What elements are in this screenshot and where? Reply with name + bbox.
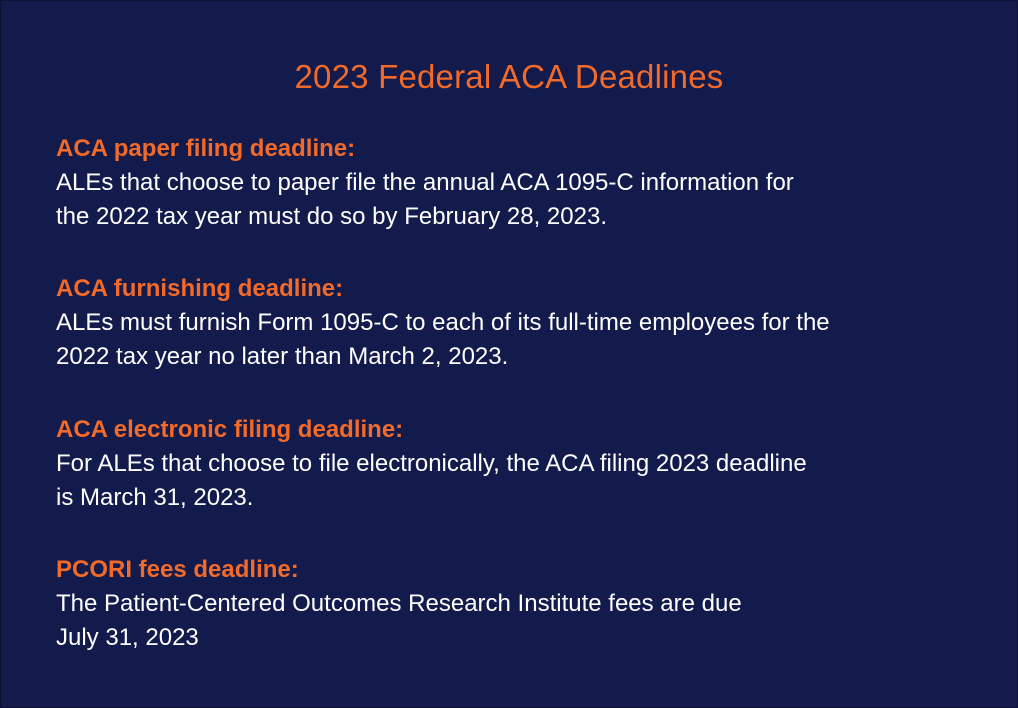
- furnishing-deadline-section: [56, 272, 996, 374]
- section-heading: ACA paper filing deadline:: [56, 135, 356, 162]
- body-line: For ALEs that choose to file electronically, the ACA filing 2023 deadline: [56, 450, 807, 477]
- body-line: ALEs that choose to paper file the annual ACA 1095-C information for: [56, 169, 794, 196]
- paper-filing-deadline-section: [56, 132, 996, 234]
- body-line: the 2022 tax year must do so by February 28, 2023.: [56, 203, 607, 230]
- section-heading: ACA furnishing deadline:: [56, 275, 344, 302]
- body-line: ALEs must furnish Form 1095-C to each of its full-time employees for the: [56, 309, 830, 336]
- body-line: 2022 tax year no later than March 2, 2023.: [56, 343, 509, 370]
- section-body: [56, 166, 996, 234]
- electronic-filing-deadline-section: [56, 413, 996, 515]
- section-body: [56, 306, 996, 374]
- section-body: [56, 587, 996, 655]
- body-line: July 31, 2023: [56, 624, 199, 651]
- section-heading: ACA electronic filing deadline:: [56, 416, 404, 443]
- body-line: is March 31, 2023.: [56, 484, 254, 511]
- page-title: 2023 Federal ACA Deadlines: [294, 58, 724, 95]
- section-heading: PCORI fees deadline:: [56, 556, 299, 583]
- body-line: The Patient-Centered Outcomes Research Institute fees are due: [56, 590, 742, 617]
- pcori-fees-deadline-section: [56, 553, 996, 655]
- section-body: [56, 447, 996, 515]
